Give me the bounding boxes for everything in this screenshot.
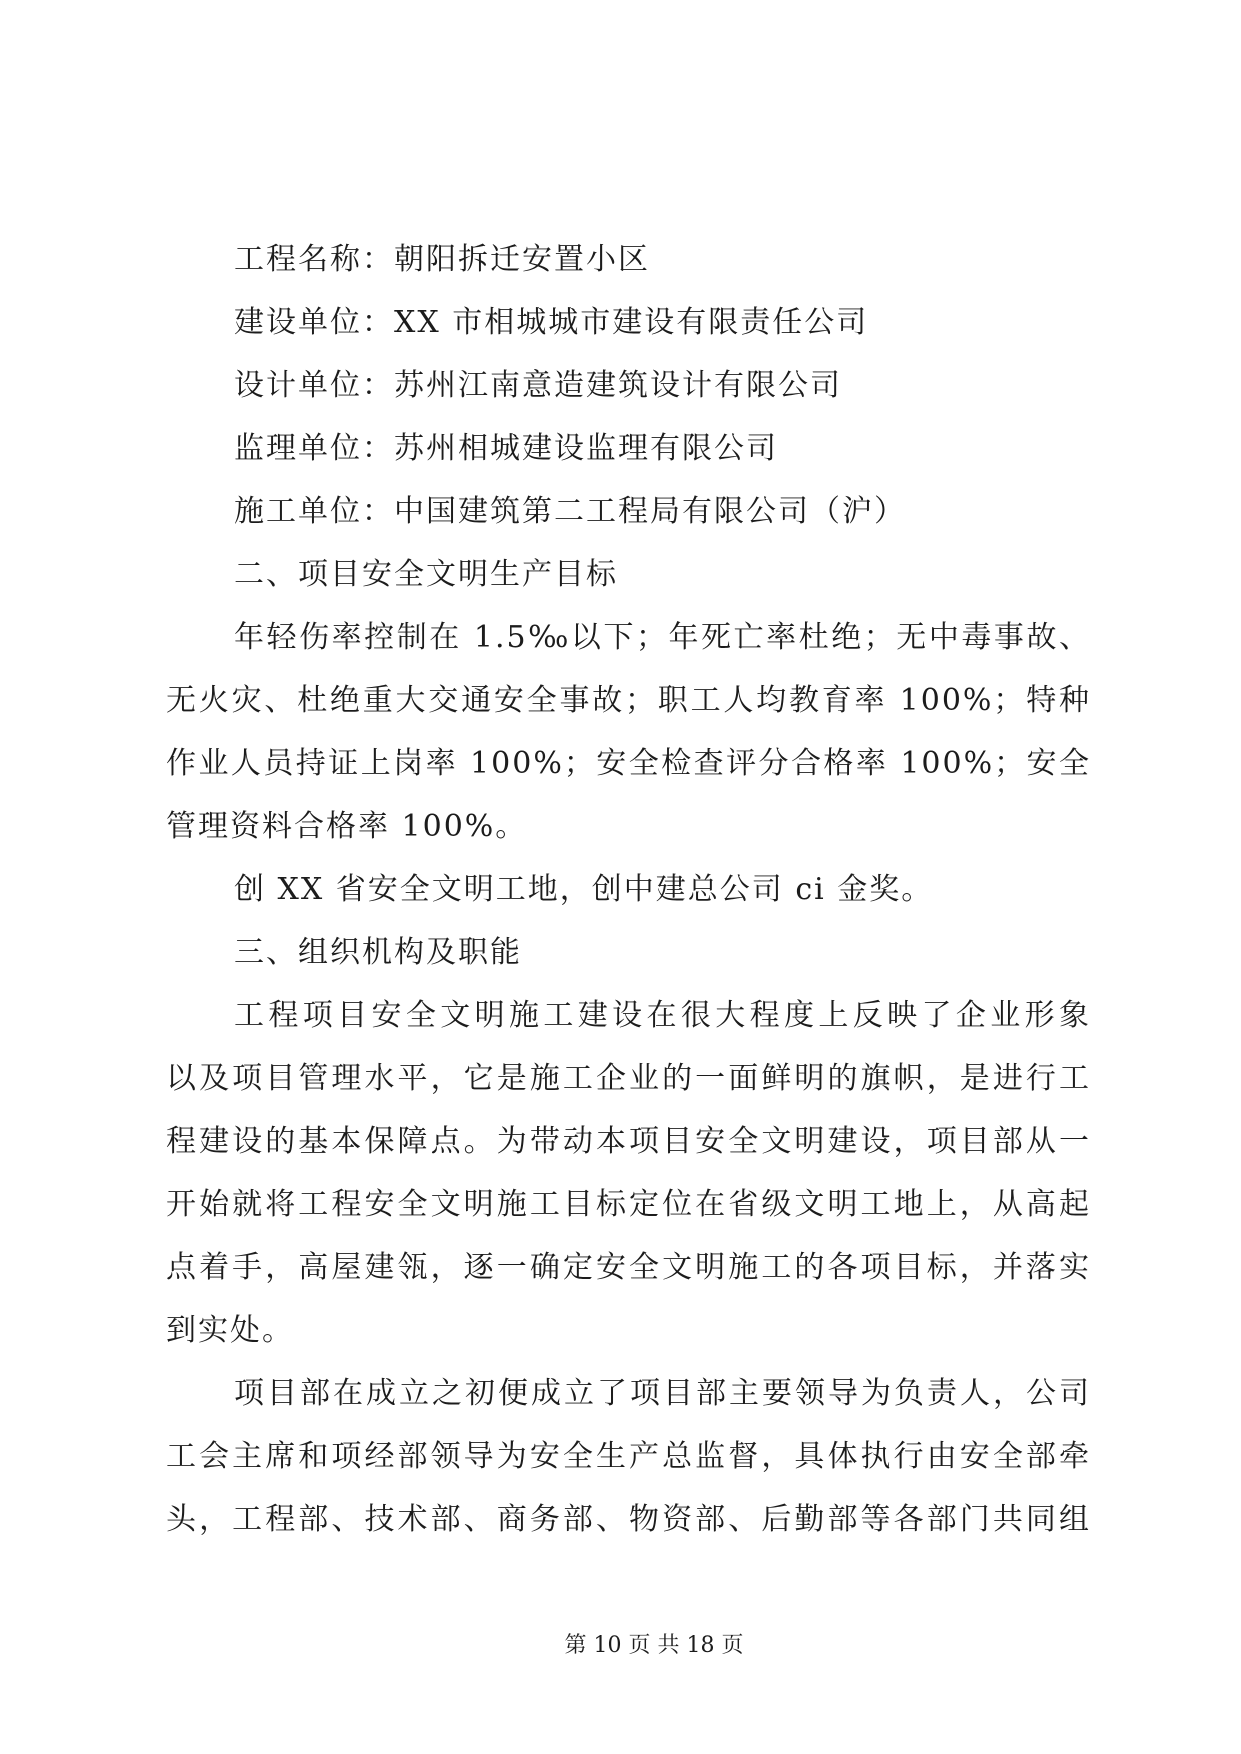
document-body	[166, 228, 1091, 1551]
paragraph-line: 到实处。	[166, 1313, 294, 1348]
paragraph-award-goal	[166, 858, 1091, 921]
paragraph-line: 点着手，高屋建瓴，逐一确定安全文明施工的各项目标，并落实	[166, 1250, 1091, 1285]
paragraph-line: 监理单位：苏州相城建设监理有限公司	[234, 431, 778, 466]
paragraph-design-unit	[166, 354, 1091, 417]
paragraph-line: 年轻伤率控制在 1.5‰以下；年死亡率杜绝；无中毒事故、	[234, 620, 1091, 655]
paragraph-line: 程建设的基本保障点。为带动本项目安全文明建设，项目部从一	[166, 1124, 1091, 1159]
paragraph-line: 管理资料合格率 100%。	[166, 809, 528, 844]
paragraph-line: 设计单位：苏州江南意造建筑设计有限公司	[234, 368, 842, 403]
paragraph-line: 项目部在成立之初便成立了项目部主要领导为负责人，公司	[234, 1376, 1091, 1411]
page-number-footer: 第 10 页 共 18 页	[564, 1633, 744, 1658]
paragraph-organization-structure	[166, 1362, 1091, 1551]
paragraph-line: 工会主席和项经部领导为安全生产总监督，具体执行由安全部牵	[166, 1439, 1091, 1474]
paragraph-line: 工程名称：朝阳拆迁安置小区	[234, 242, 650, 277]
paragraph-safety-goals	[166, 606, 1091, 858]
section-heading: 三、组织机构及职能	[234, 935, 522, 970]
paragraph-project-name	[166, 228, 1091, 291]
paragraph-construction-unit	[166, 291, 1091, 354]
paragraph-line: 无火灾、杜绝重大交通安全事故；职工人均教育率 100%；特种	[166, 683, 1091, 718]
paragraph-line: 创 XX 省安全文明工地，创中建总公司 ci 金奖。	[234, 872, 934, 907]
paragraph-contractor-unit	[166, 480, 1091, 543]
section-heading-goals	[166, 543, 1091, 606]
paragraph-line: 以及项目管理水平，它是施工企业的一面鲜明的旗帜，是进行工	[166, 1061, 1091, 1096]
paragraph-line: 作业人员持证上岗率 100%；安全检查评分合格率 100%；安全	[166, 746, 1091, 781]
paragraph-line: 建设单位：XX 市相城城市建设有限责任公司	[234, 305, 869, 340]
paragraph-supervision-unit	[166, 417, 1091, 480]
section-heading: 二、项目安全文明生产目标	[234, 557, 618, 592]
paragraph-line: 工程项目安全文明施工建设在很大程度上反映了企业形象	[234, 998, 1091, 1033]
paragraph-organization-intro	[166, 984, 1091, 1362]
paragraph-line: 头，工程部、技术部、商务部、物资部、后勤部等各部门共同组	[166, 1502, 1091, 1537]
paragraph-line: 开始就将工程安全文明施工目标定位在省级文明工地上，从高起	[166, 1187, 1091, 1222]
section-heading-organization	[166, 921, 1091, 984]
paragraph-line: 施工单位：中国建筑第二工程局有限公司（沪）	[234, 494, 906, 529]
